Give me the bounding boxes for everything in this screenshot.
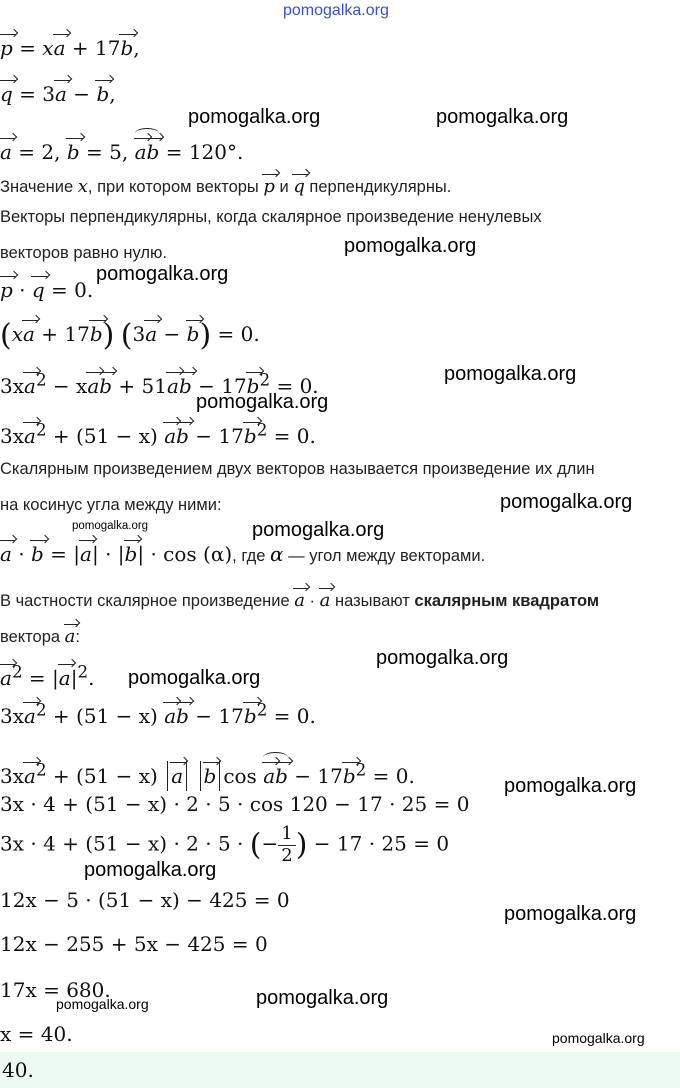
scalar-definition-line1: Скалярным произведением двух векторов называется произведение их длин <box>0 460 595 478</box>
watermark: pomogalka.org <box>444 363 577 385</box>
equation-expanded-3: $3xa^2 + (51 - x)$ ab − $17b^2 = 0$. <box>0 700 316 728</box>
watermark: pomogalka.org <box>552 1030 645 1046</box>
scalar-square-note-2: вектора a: <box>0 622 80 647</box>
watermark: pomogalka.org <box>128 667 261 689</box>
answer-box <box>0 1052 680 1088</box>
dot-product-formula: a · b = |a| · |b| · cos (α), где α — угол между векторами. <box>0 538 485 566</box>
watermark: pomogalka.org <box>344 235 477 257</box>
equation-expanded-2: $3xa^2 + (51 - x)$ ab − $17b^2 = 0$. <box>0 420 316 448</box>
perpendicular-rule-line1: Векторы перпендикулярны, когда скалярное произведение ненулевых <box>0 208 542 226</box>
equation-numeric-1: 3x · 4 + (51 − x) · 2 · 5 · cos 120 − 17 · 25 = 0 <box>0 792 470 816</box>
answer-value: 40. <box>2 1058 34 1082</box>
equation-step-1: 12x − 5 · (51 − x) − 425 = 0 <box>0 888 290 912</box>
equation-step-4: x = 40. <box>0 1022 73 1046</box>
watermark: pomogalka.org <box>56 996 149 1012</box>
scalar-definition-line2: на косинус угла между ними: <box>0 496 222 514</box>
watermark: pomogalka.org <box>84 859 217 881</box>
perpendicular-rule-line2: векторов равно нулю. <box>0 244 167 262</box>
watermark: pomogalka.org <box>252 519 385 541</box>
square-formula: $a^2 = |a|^2$. <box>0 662 95 690</box>
watermark: pomogalka.org <box>376 647 509 669</box>
site-header-link[interactable]: pomogalka.org <box>283 2 389 19</box>
equation-expanded-4: $3xa^2 + (51 - x)$ a b cos ab − $17b^2 = 0$. <box>0 752 415 791</box>
equation-expanded-1: $3xa^2$ − xab + $51ab - 17b^2 = 0$. <box>0 370 319 398</box>
watermark: pomogalka.org <box>256 987 389 1009</box>
scalar-square-note: В частности скалярное произведение a · a называют скалярным квадратом <box>0 586 599 611</box>
watermark: pomogalka.org <box>96 263 229 285</box>
watermark: pomogalka.org <box>504 903 637 925</box>
equation-numeric-2: 3x · 4 + (51 − x) · 2 · 5 · (− $\frac{1}{2}$ ) − 17 · 25 = 0 <box>0 823 450 866</box>
given-values: a = 2, b = 5, ab = 120°. <box>0 128 243 164</box>
watermark: pomogalka.org <box>504 775 637 797</box>
problem-statement: Значение x, при котором векторы p и q перпендикулярны. <box>0 172 451 197</box>
equation-dot-zero: p · q = 0. <box>0 274 93 302</box>
watermark: pomogalka.org <box>500 491 633 513</box>
equation-step-2: 12x − 255 + 5x − 425 = 0 <box>0 932 268 956</box>
equation-step-3: 17x = 680. <box>0 978 111 1002</box>
equation-p-definition: p = xa + 17b, <box>0 32 140 60</box>
vector-p: p <box>0 32 13 58</box>
equation-q-definition: q = 3a − b, <box>0 78 116 106</box>
watermark: pomogalka.org <box>188 106 321 128</box>
watermark: pomogalka.org <box>436 106 569 128</box>
equation-product: (xa + 17b) (3a − b) = 0. <box>0 318 260 353</box>
watermark: pomogalka.org <box>196 391 329 413</box>
watermark: pomogalka.org <box>72 520 149 532</box>
